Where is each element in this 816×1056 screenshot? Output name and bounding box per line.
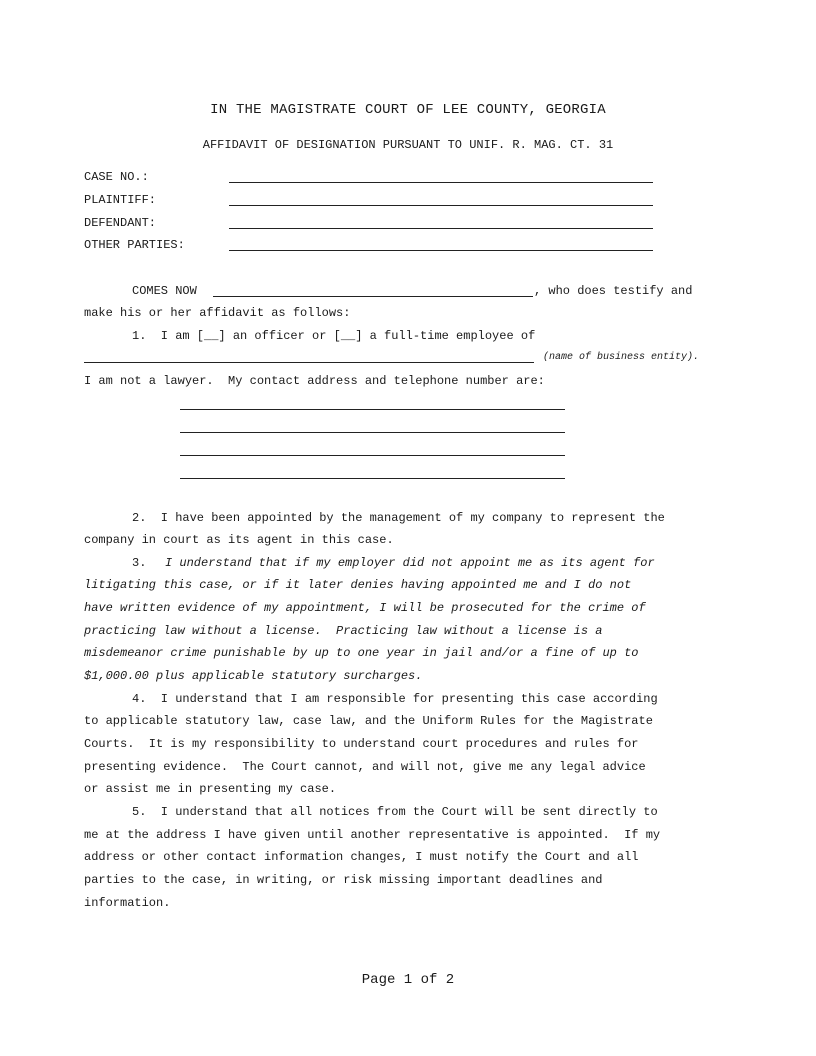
item4-line-2: to applicable statutory law, case law, and the Uniform Rules for the Magistrate (84, 714, 653, 728)
item4-line-4: presenting evidence. The Court cannot, and will not, give me any legal advice (84, 760, 646, 774)
item3-line-2: litigating this case, or if it later denies having appointed me and I do not (84, 578, 632, 592)
item3-number: 3. (132, 556, 147, 570)
item4-line-5: or assist me in presenting my case. (84, 782, 337, 796)
contact-line-3[interactable] (180, 455, 565, 456)
court-title: IN THE MAGISTRATE COURT OF LEE COUNTY, GEORGIA (210, 102, 606, 118)
case-no-field[interactable] (229, 182, 653, 183)
item4-line-1: 4. I understand that I am responsible for presenting this case according (132, 692, 658, 706)
testify-text: , who does testify and (534, 284, 693, 298)
item5-line-5: information. (84, 896, 171, 910)
contact-line-1[interactable] (180, 409, 565, 410)
item5-line-2: me at the address I have given until another representative is appointed. If my (84, 828, 661, 842)
contact-line-4[interactable] (180, 478, 565, 479)
plaintiff-field[interactable] (229, 205, 653, 206)
item1-text: 1. I am [__] an officer or [__] a full-time employee of (132, 329, 536, 343)
item5-line-4: parties to the case, in writing, or risk missing important deadlines and (84, 873, 603, 887)
business-entity-note: (name of business entity). (543, 352, 700, 363)
item2-line-2: company in court as its agent in this case. (84, 533, 394, 547)
affidavit-text: make his or her affidavit as follows: (84, 306, 351, 320)
item3-line-3: have written evidence of my appointment, I will be prosecuted for the crime of (84, 601, 646, 615)
contact-line-2[interactable] (180, 432, 565, 433)
defendant-label: DEFENDANT: (84, 216, 157, 230)
item3-line-5: misdemeanor crime punishable by up to one year in jail and/or a fine of up to (84, 646, 639, 660)
item5-line-3: address or other contact information changes, I must notify the Court and all (84, 850, 639, 864)
defendant-field[interactable] (229, 228, 653, 229)
business-entity-field[interactable] (84, 362, 534, 363)
other-parties-label: OTHER PARTIES: (84, 238, 185, 252)
item5-line-1: 5. I understand that all notices from the Court will be sent directly to (132, 805, 658, 819)
not-lawyer-text: I am not a lawyer. My contact address and telephone number are: (84, 374, 545, 388)
other-parties-field[interactable] (229, 250, 653, 251)
item3-line-1: I understand that if my employer did not appoint me as its agent for (165, 556, 655, 570)
affidavit-subtitle: AFFIDAVIT OF DESIGNATION PURSUANT TO UNIF. R. MAG. CT. 31 (202, 138, 614, 152)
item4-line-3: Courts. It is my responsibility to understand court procedures and rules for (84, 737, 639, 751)
plaintiff-label: PLAINTIFF: (84, 193, 157, 207)
item2-line-1: 2. I have been appointed by the management of my company to represent the (132, 511, 665, 525)
item3-line-4: practicing law without a license. Practicing law without a license is a (84, 624, 603, 638)
affiant-name-field[interactable] (213, 296, 533, 297)
item3-line-6: $1,000.00 plus applicable statutory surcharges. (84, 669, 423, 683)
page-number: Page 1 of 2 (361, 972, 455, 988)
case-no-label: CASE NO.: (84, 170, 149, 184)
comes-now-text: COMES NOW (132, 284, 197, 298)
